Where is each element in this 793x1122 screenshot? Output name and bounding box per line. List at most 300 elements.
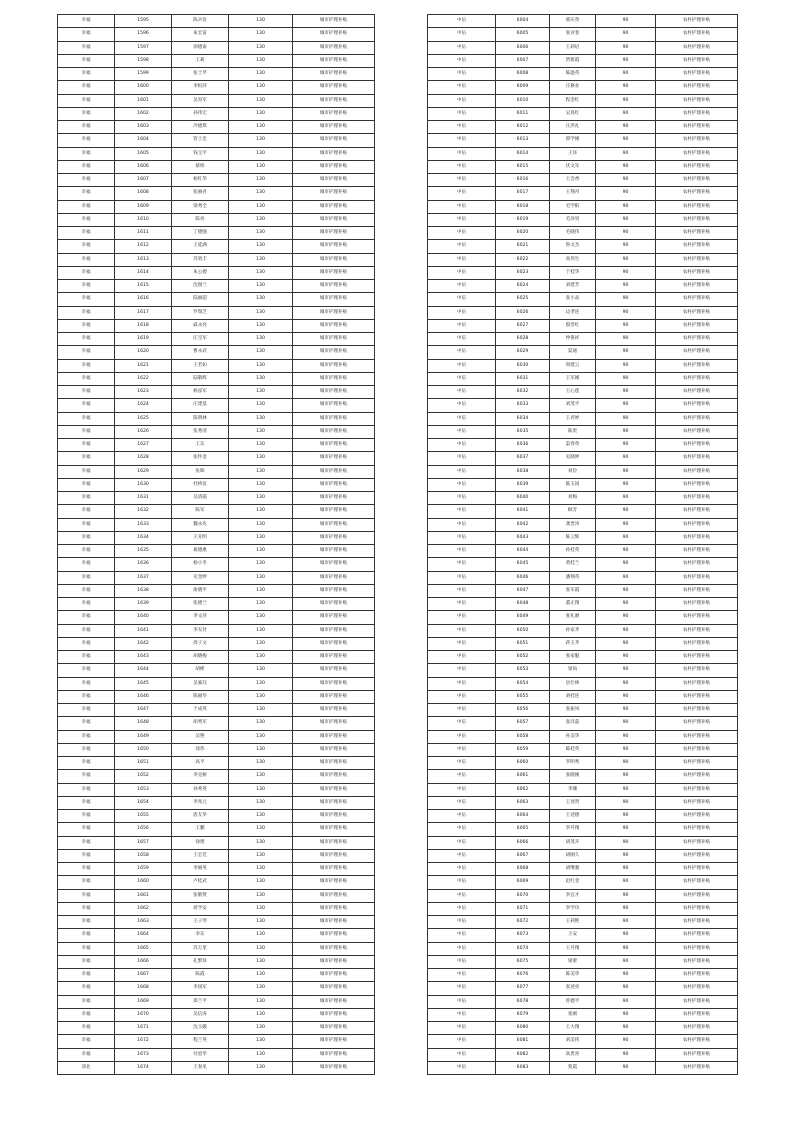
cell-number: 6057	[496, 717, 550, 730]
cell-subsidy-type: 农村护理补贴	[656, 1008, 738, 1021]
cell-subsidy-type: 农村护理补贴	[656, 68, 738, 81]
table-row	[428, 651, 738, 664]
cell-amount: 90	[596, 359, 656, 372]
cell-number: 1653	[115, 783, 172, 796]
cell-subsidy-type: 城市护理补贴	[293, 545, 375, 558]
cell-town: 幸福	[58, 849, 115, 862]
cell-name: 王春见	[172, 1061, 229, 1074]
table-row	[428, 876, 738, 889]
table-row	[428, 1061, 738, 1074]
cell-town: 中伍	[428, 730, 496, 743]
cell-town: 中伍	[428, 518, 496, 531]
cell-amount: 130	[229, 160, 293, 173]
cell-subsidy-type: 农村护理补贴	[656, 227, 738, 240]
table-row	[428, 147, 738, 160]
table-row	[428, 1008, 738, 1021]
table-row	[58, 757, 375, 770]
cell-name: 庄修业	[550, 81, 596, 94]
cell-town: 中伍	[428, 41, 496, 54]
cell-subsidy-type: 城市护理补贴	[293, 1048, 375, 1061]
cell-amount: 130	[229, 823, 293, 836]
table-row	[428, 174, 738, 187]
cell-town: 中伍	[428, 121, 496, 134]
cell-subsidy-type: 农村护理补贴	[656, 836, 738, 849]
cell-amount: 130	[229, 492, 293, 505]
cell-amount: 130	[229, 452, 293, 465]
cell-name: 徐建	[172, 836, 229, 849]
table-row	[428, 730, 738, 743]
cell-amount: 130	[229, 876, 293, 889]
cell-number: 1662	[115, 902, 172, 915]
cell-town: 幸福	[58, 121, 115, 134]
cell-amount: 90	[596, 386, 656, 399]
cell-number: 1609	[115, 200, 172, 213]
cell-number: 6023	[496, 266, 550, 279]
cell-name: 杨小冬	[172, 558, 229, 571]
cell-name: 孙秀英	[172, 783, 229, 796]
cell-subsidy-type: 农村护理补贴	[656, 863, 738, 876]
cell-subsidy-type: 农村护理补贴	[656, 531, 738, 544]
cell-subsidy-type: 农村护理补贴	[656, 929, 738, 942]
table-row	[58, 902, 375, 915]
cell-amount: 130	[229, 690, 293, 703]
cell-subsidy-type: 城市护理补贴	[293, 598, 375, 611]
cell-town: 幸福	[58, 876, 115, 889]
cell-name: 苑霞	[550, 1061, 596, 1074]
cell-amount: 90	[596, 969, 656, 982]
cell-name: 郭学刚	[550, 134, 596, 147]
table-row	[428, 253, 738, 266]
table-row	[428, 558, 738, 571]
cell-amount: 90	[596, 558, 656, 571]
cell-amount: 130	[229, 240, 293, 253]
cell-town: 幸福	[58, 1022, 115, 1035]
cell-town: 中伍	[428, 916, 496, 929]
cell-name: 王述贤	[550, 796, 596, 809]
cell-name: 史晓婷	[550, 452, 596, 465]
cell-town: 中伍	[428, 1008, 496, 1021]
table-row	[428, 319, 738, 332]
cell-subsidy-type: 城市护理补贴	[293, 425, 375, 438]
cell-amount: 130	[229, 849, 293, 862]
cell-town: 中伍	[428, 717, 496, 730]
cell-subsidy-type: 城市护理补贴	[293, 704, 375, 717]
cell-name: 葛德惠	[172, 545, 229, 558]
cell-subsidy-type: 城市护理补贴	[293, 160, 375, 173]
cell-number: 1595	[115, 15, 172, 28]
cell-town: 幸福	[58, 982, 115, 995]
table-row	[58, 704, 375, 717]
cell-name: 曾德平	[550, 995, 596, 1008]
cell-town: 中伍	[428, 598, 496, 611]
table-row	[58, 439, 375, 452]
table-row	[428, 849, 738, 862]
table-row	[428, 757, 738, 770]
table-row	[58, 664, 375, 677]
cell-subsidy-type: 城市护理补贴	[293, 213, 375, 226]
cell-name: 周建云	[550, 359, 596, 372]
cell-name: 吴信涛	[172, 1008, 229, 1021]
cell-number: 1663	[115, 916, 172, 929]
cell-number: 1641	[115, 624, 172, 637]
table-row	[58, 306, 375, 319]
cell-subsidy-type: 城市护理补贴	[293, 1008, 375, 1021]
cell-amount: 90	[596, 545, 656, 558]
cell-number: 6060	[496, 757, 550, 770]
cell-number: 1611	[115, 227, 172, 240]
cell-amount: 130	[229, 531, 293, 544]
cell-subsidy-type: 农村护理补贴	[656, 810, 738, 823]
cell-amount: 90	[596, 54, 656, 67]
table-row	[428, 518, 738, 531]
cell-subsidy-type: 农村护理补贴	[656, 611, 738, 624]
table-row	[58, 518, 375, 531]
cell-town: 幸福	[58, 770, 115, 783]
cell-amount: 90	[596, 412, 656, 425]
cell-amount: 90	[596, 584, 656, 597]
cell-subsidy-type: 农村护理补贴	[656, 174, 738, 187]
table-row	[58, 942, 375, 955]
cell-amount: 130	[229, 929, 293, 942]
cell-town: 中伍	[428, 293, 496, 306]
cell-amount: 130	[229, 306, 293, 319]
cell-amount: 130	[229, 624, 293, 637]
cell-amount: 90	[596, 478, 656, 491]
cell-name: 陈云辉	[550, 531, 596, 544]
table-row	[428, 770, 738, 783]
cell-subsidy-type: 城市护理补贴	[293, 690, 375, 703]
cell-amount: 130	[229, 293, 293, 306]
cell-number: 1655	[115, 810, 172, 823]
cell-number: 6015	[496, 160, 550, 173]
table-row	[428, 995, 738, 1008]
cell-amount: 90	[596, 306, 656, 319]
cell-number: 1656	[115, 823, 172, 836]
cell-amount: 130	[229, 942, 293, 955]
cell-name: 王先明	[172, 531, 229, 544]
cell-name: 朱公德	[172, 266, 229, 279]
table-row	[58, 876, 375, 889]
cell-subsidy-type: 农村护理补贴	[656, 452, 738, 465]
cell-subsidy-type: 农村护理补贴	[656, 982, 738, 995]
cell-amount: 90	[596, 796, 656, 809]
table-row	[428, 439, 738, 452]
cell-amount: 90	[596, 1061, 656, 1074]
cell-town: 幸福	[58, 333, 115, 346]
cell-town: 幸福	[58, 1035, 115, 1048]
cell-number: 6059	[496, 743, 550, 756]
cell-name: 王心莲	[550, 386, 596, 399]
cell-amount: 90	[596, 399, 656, 412]
cell-name: 杨彦军	[172, 386, 229, 399]
cell-amount: 90	[596, 518, 656, 531]
table-row	[58, 637, 375, 650]
table-row	[428, 28, 738, 41]
cell-amount: 130	[229, 796, 293, 809]
cell-amount: 130	[229, 68, 293, 81]
cell-number: 1631	[115, 492, 172, 505]
cell-town: 幸福	[58, 213, 115, 226]
cell-subsidy-type: 农村护理补贴	[656, 213, 738, 226]
cell-number: 6025	[496, 293, 550, 306]
cell-name: 胡彬	[172, 664, 229, 677]
cell-subsidy-type: 农村护理补贴	[656, 28, 738, 41]
cell-amount: 90	[596, 200, 656, 213]
cell-amount: 90	[596, 876, 656, 889]
cell-name: 冷德琪	[172, 121, 229, 134]
cell-town: 中伍	[428, 15, 496, 28]
cell-amount: 90	[596, 333, 656, 346]
cell-subsidy-type: 农村护理补贴	[656, 704, 738, 717]
cell-town: 幸福	[58, 187, 115, 200]
cell-amount: 90	[596, 902, 656, 915]
cell-amount: 130	[229, 94, 293, 107]
cell-name: 县仕林	[550, 677, 596, 690]
cell-subsidy-type: 城市护理补贴	[293, 849, 375, 862]
cell-number: 6082	[496, 1048, 550, 1061]
cell-town: 幸福	[58, 717, 115, 730]
cell-name: 陈玉国	[550, 478, 596, 491]
cell-subsidy-type: 城市护理补贴	[293, 531, 375, 544]
cell-number: 6027	[496, 319, 550, 332]
cell-name: 王君婷	[550, 412, 596, 425]
table-row	[428, 54, 738, 67]
table-row	[428, 372, 738, 385]
cell-name: 管士忠	[172, 134, 229, 147]
cell-name: 陈亮	[172, 213, 229, 226]
cell-name: 陈军	[172, 505, 229, 518]
table-row	[58, 558, 375, 571]
cell-number: 6058	[496, 730, 550, 743]
cell-subsidy-type: 城市护理补贴	[293, 266, 375, 279]
cell-subsidy-type: 农村护理补贴	[656, 730, 738, 743]
cell-subsidy-type: 城市护理补贴	[293, 969, 375, 982]
cell-amount: 130	[229, 717, 293, 730]
cell-amount: 130	[229, 41, 293, 54]
table-row	[428, 969, 738, 982]
cell-number: 1624	[115, 399, 172, 412]
cell-subsidy-type: 农村护理补贴	[656, 598, 738, 611]
cell-name: 庄宝军	[172, 333, 229, 346]
cell-number: 6033	[496, 399, 550, 412]
cell-amount: 90	[596, 346, 656, 359]
cell-town: 中伍	[428, 68, 496, 81]
cell-town: 中伍	[428, 107, 496, 120]
cell-number: 1596	[115, 28, 172, 41]
cell-name: 王宏佳	[172, 849, 229, 862]
cell-town: 幸福	[58, 677, 115, 690]
table-row	[58, 810, 375, 823]
cell-town: 中伍	[428, 54, 496, 67]
cell-subsidy-type: 城市护理补贴	[293, 624, 375, 637]
cell-name: 胡刚久	[550, 849, 596, 862]
cell-subsidy-type: 城市护理补贴	[293, 465, 375, 478]
cell-subsidy-type: 农村护理补贴	[656, 690, 738, 703]
cell-subsidy-type: 城市护理补贴	[293, 863, 375, 876]
cell-amount: 130	[229, 187, 293, 200]
cell-name: 陆敬辉	[172, 372, 229, 385]
cell-subsidy-type: 农村护理补贴	[656, 664, 738, 677]
cell-number: 6062	[496, 783, 550, 796]
cell-amount: 90	[596, 637, 656, 650]
cell-subsidy-type: 农村护理补贴	[656, 505, 738, 518]
cell-amount: 130	[229, 200, 293, 213]
cell-town: 幸福	[58, 1008, 115, 1021]
cell-amount: 130	[229, 425, 293, 438]
cell-subsidy-type: 城市护理补贴	[293, 1022, 375, 1035]
cell-town: 幸福	[58, 836, 115, 849]
table-row	[58, 187, 375, 200]
table-row	[58, 293, 375, 306]
cell-amount: 130	[229, 584, 293, 597]
cell-name: 吴素珏	[172, 677, 229, 690]
cell-town: 中伍	[428, 664, 496, 677]
cell-subsidy-type: 城市护理补贴	[293, 717, 375, 730]
cell-number: 1660	[115, 876, 172, 889]
cell-town: 幸福	[58, 505, 115, 518]
cell-subsidy-type: 城市护理补贴	[293, 1061, 375, 1074]
cell-amount: 130	[229, 810, 293, 823]
cell-subsidy-type: 城市护理补贴	[293, 412, 375, 425]
cell-town: 中伍	[428, 836, 496, 849]
table-row	[58, 849, 375, 862]
cell-town: 幸福	[58, 319, 115, 332]
table-row	[58, 955, 375, 968]
cell-subsidy-type: 城市护理补贴	[293, 187, 375, 200]
cell-number: 6042	[496, 518, 550, 531]
cell-town: 幸福	[58, 107, 115, 120]
table-row	[428, 717, 738, 730]
subsidy-table-left	[57, 14, 375, 1075]
cell-number: 1639	[115, 598, 172, 611]
cell-amount: 90	[596, 982, 656, 995]
cell-name: 李克树	[172, 770, 229, 783]
cell-amount: 130	[229, 174, 293, 187]
cell-name: 王莉培	[550, 41, 596, 54]
cell-amount: 90	[596, 160, 656, 173]
cell-number: 6049	[496, 611, 550, 624]
cell-name: 刘梅	[550, 492, 596, 505]
cell-number: 1597	[115, 41, 172, 54]
cell-number: 1598	[115, 54, 172, 67]
cell-amount: 130	[229, 54, 293, 67]
table-row	[428, 704, 738, 717]
table-row	[428, 1048, 738, 1061]
cell-name: 李丽英	[172, 863, 229, 876]
cell-subsidy-type: 农村护理补贴	[656, 849, 738, 862]
cell-subsidy-type: 城市护理补贴	[293, 677, 375, 690]
cell-subsidy-type: 城市护理补贴	[293, 147, 375, 160]
cell-name: 王莉	[172, 54, 229, 67]
cell-subsidy-type: 城市护理补贴	[293, 280, 375, 293]
cell-name: 程兰英	[172, 1035, 229, 1048]
cell-number: 6006	[496, 41, 550, 54]
cell-number: 1645	[115, 677, 172, 690]
cell-amount: 130	[229, 637, 293, 650]
cell-name: 李文萍	[172, 611, 229, 624]
cell-town: 幸福	[58, 531, 115, 544]
cell-subsidy-type: 城市护理补贴	[293, 823, 375, 836]
cell-number: 6064	[496, 810, 550, 823]
cell-amount: 130	[229, 280, 293, 293]
cell-name: 苏万里	[172, 942, 229, 955]
table-row	[58, 982, 375, 995]
cell-town: 中伍	[428, 280, 496, 293]
cell-number: 6034	[496, 412, 550, 425]
cell-subsidy-type: 农村护理补贴	[656, 200, 738, 213]
cell-amount: 90	[596, 465, 656, 478]
cell-name: 俞晓平	[172, 584, 229, 597]
cell-number: 6069	[496, 876, 550, 889]
cell-town: 幸福	[58, 955, 115, 968]
cell-name: 梁秀全	[172, 200, 229, 213]
cell-number: 1657	[115, 836, 172, 849]
cell-subsidy-type: 城市护理补贴	[293, 916, 375, 929]
cell-name: 蒋玉齐	[550, 637, 596, 650]
cell-name: 李珊	[550, 783, 596, 796]
table-row	[428, 982, 738, 995]
table-row	[58, 836, 375, 849]
cell-name: 李国军	[172, 982, 229, 995]
table-row	[428, 783, 738, 796]
cell-town: 幸福	[58, 889, 115, 902]
cell-number: 1637	[115, 571, 172, 584]
cell-town: 中伍	[428, 187, 496, 200]
cell-subsidy-type: 农村护理补贴	[656, 399, 738, 412]
table-row	[428, 227, 738, 240]
cell-town: 幸福	[58, 346, 115, 359]
cell-subsidy-type: 农村护理补贴	[656, 54, 738, 67]
table-row	[58, 425, 375, 438]
cell-number: 1607	[115, 174, 172, 187]
cell-amount: 90	[596, 439, 656, 452]
table-row	[58, 717, 375, 730]
cell-subsidy-type: 城市护理补贴	[293, 68, 375, 81]
cell-town: 幸福	[58, 359, 115, 372]
table-row	[428, 810, 738, 823]
cell-amount: 130	[229, 611, 293, 624]
cell-subsidy-type: 农村护理补贴	[656, 359, 738, 372]
cell-number: 6074	[496, 942, 550, 955]
cell-amount: 90	[596, 664, 656, 677]
cell-amount: 90	[596, 571, 656, 584]
cell-amount: 130	[229, 969, 293, 982]
cell-number: 1600	[115, 81, 172, 94]
table-row	[58, 412, 375, 425]
cell-number: 6018	[496, 200, 550, 213]
cell-number: 1622	[115, 372, 172, 385]
cell-name: 刘美侠	[550, 1035, 596, 1048]
cell-town: 中伍	[428, 478, 496, 491]
cell-subsidy-type: 农村护理补贴	[656, 266, 738, 279]
table-row	[58, 280, 375, 293]
cell-number: 1620	[115, 346, 172, 359]
cell-amount: 90	[596, 94, 656, 107]
cell-name: 陈兵俭	[172, 15, 229, 28]
cell-name: 张军霞	[550, 584, 596, 597]
cell-number: 6022	[496, 253, 550, 266]
cell-amount: 130	[229, 1008, 293, 1021]
cell-number: 6040	[496, 492, 550, 505]
cell-number: 1629	[115, 465, 172, 478]
cell-subsidy-type: 农村护理补贴	[656, 439, 738, 452]
cell-number: 6046	[496, 571, 550, 584]
cell-subsidy-type: 城市护理补贴	[293, 730, 375, 743]
cell-name: 陈桂英	[550, 743, 596, 756]
cell-name: 曹永武	[172, 346, 229, 359]
cell-name: 张振凤	[550, 704, 596, 717]
table-row	[428, 306, 738, 319]
